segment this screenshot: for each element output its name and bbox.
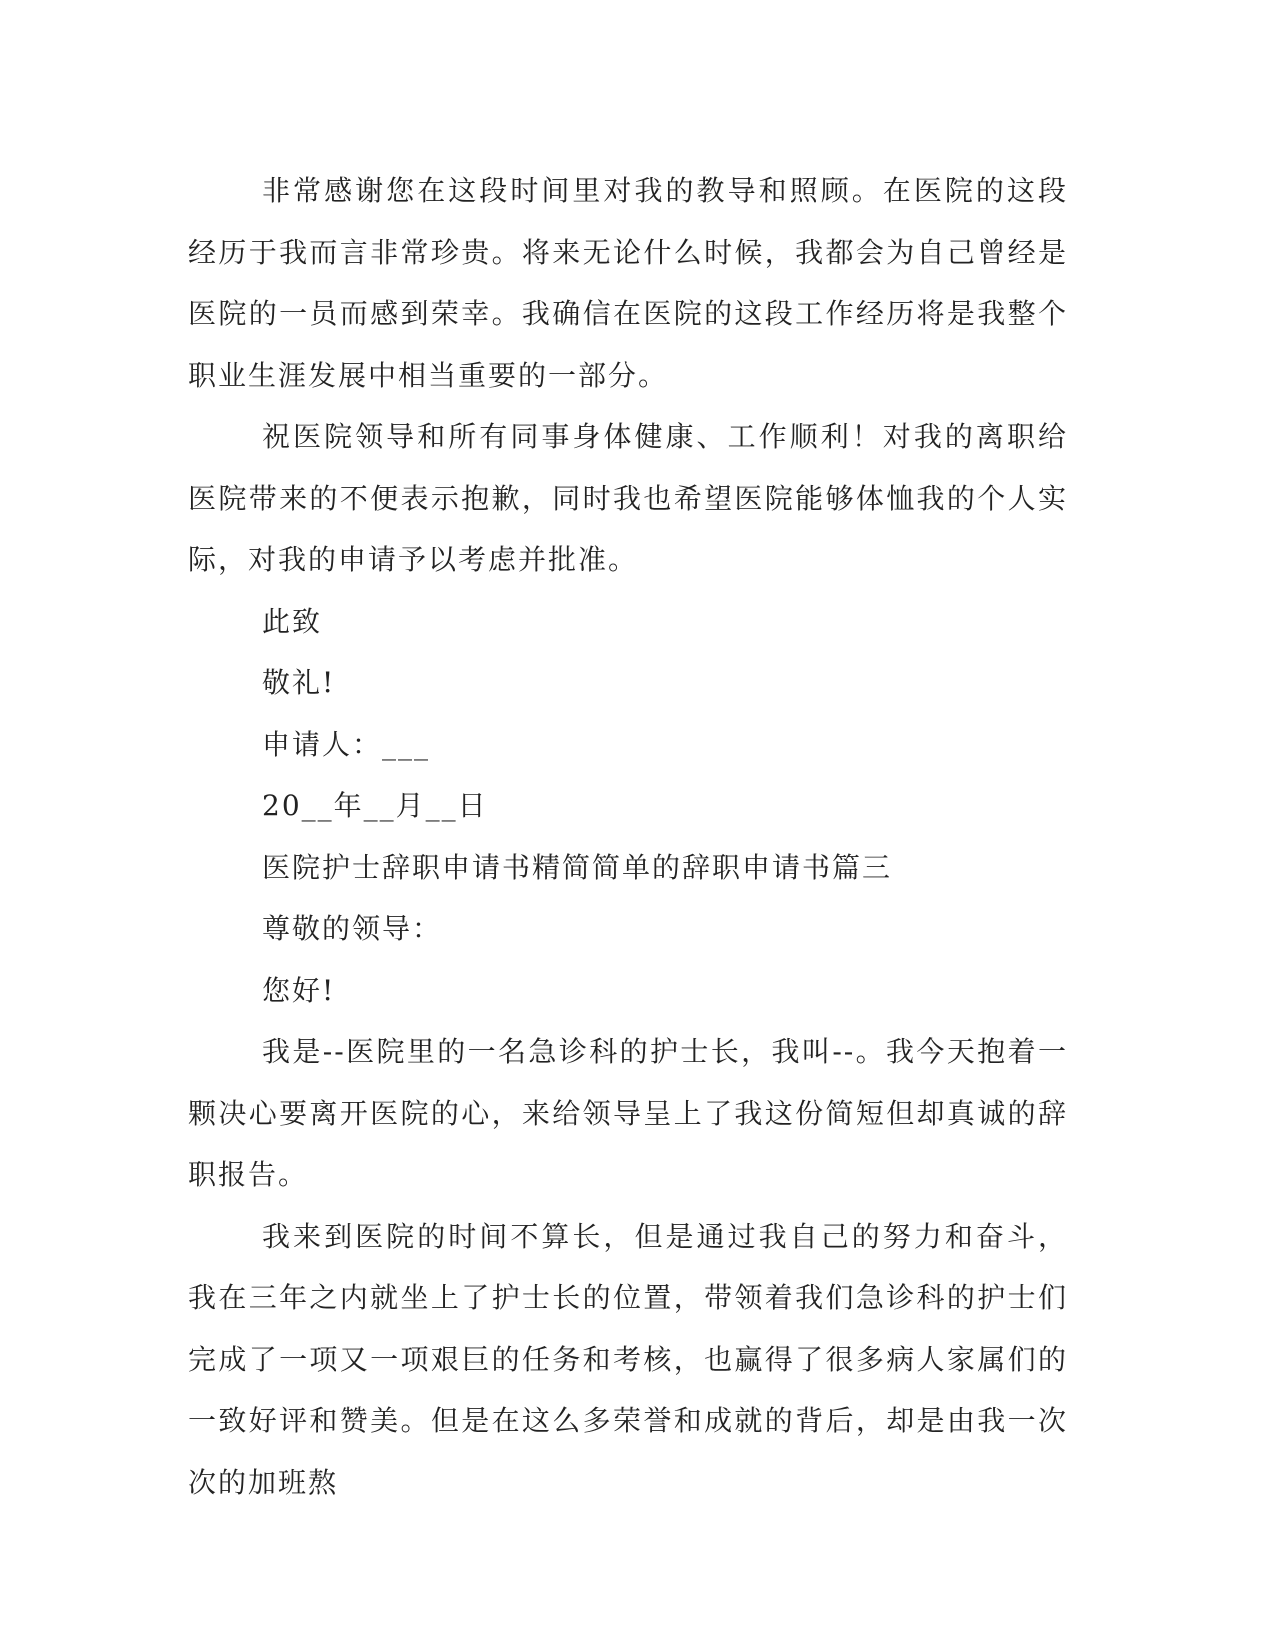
closing-regards: 敬礼! [262, 666, 336, 699]
document-body [188, 160, 1068, 1513]
section-title: 医院护士辞职申请书精简简单的辞职申请书篇三 [262, 850, 893, 884]
paragraph-gratitude: 非常感谢您在这段时间里对我的教导和照顾。在医院的这段经历于我而言非常珍贵。将来无论什么时候，我都会为自己曾经是医院的一员而感到荣幸。我确信在医院的这段工作经历将是我整个职业生涯发展中相当重要的一部分。 [188, 174, 1068, 392]
paragraph-career: 我来到医院的时间不算长，但是通过我自己的努力和奋斗，我在三年之内就坐上了护士长的位置，带领着我们急诊科的护士们完成了一项又一项艰巨的任务和考核，也赢得了很多病人家属们的一致好评和赞美。但是在这么多荣誉和成就的背后，却是由我一次次的加班熬 [188, 1219, 1068, 1499]
date-line: 20__年__月__日 [262, 789, 488, 822]
greeting-recipient: 尊敬的领导： [262, 912, 443, 945]
paragraph-wishes: 祝医院领导和所有同事身体健康、工作顺利！对我的离职给医院带来的不便表示抱歉，同时我也希望医院能够体恤我的个人实际，对我的申请予以考虑并批准。 [188, 420, 1068, 576]
applicant-line: 申请人：___ [262, 727, 431, 761]
paragraph-intro: 我是--医院里的一名急诊科的护士长，我叫--。我今天抱着一颗决心要离开医院的心，来给领导呈上了我这份简短但却真诚的辞职报告。 [188, 1035, 1068, 1191]
closing-salutation: 此致 [262, 604, 323, 638]
greeting-hello: 您好! [262, 973, 336, 1007]
